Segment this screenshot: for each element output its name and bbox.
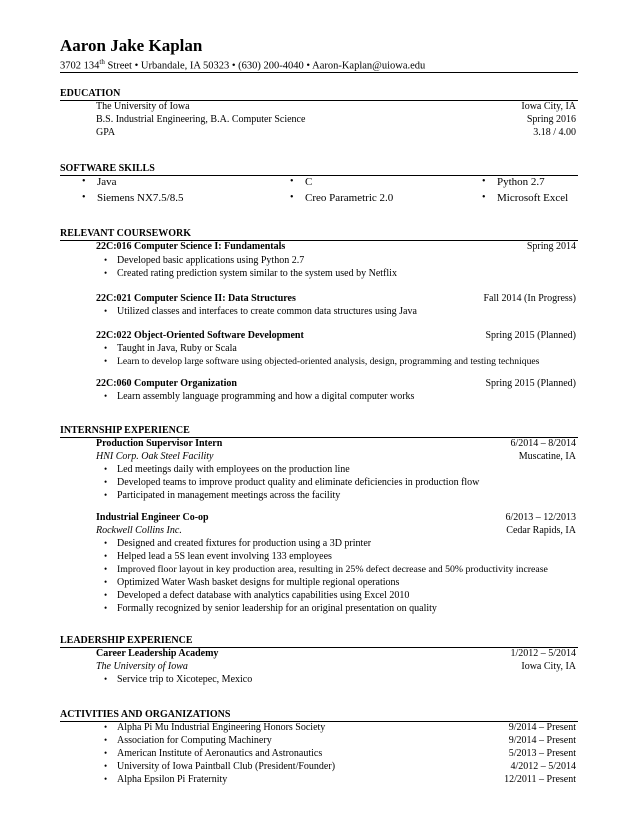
job-title: Production Supervisor Intern [96,438,223,449]
leadership-bullet: • Service trip to Xicotepec, Mexico [117,674,252,685]
course-date: Spring 2014 [526,241,576,252]
course-bullet: • Learn to develop large software using objected-oriented analysis, design, programming and testing techniques [117,356,539,367]
job-company: Rockwell Collins Inc. [96,525,182,536]
activity-date: 9/2014 – Present [508,722,576,733]
job-date: 6/2014 – 8/2014 [510,438,576,449]
education-heading: EDUCATION [60,88,121,99]
job-bullet: • Formally recognized by senior leadership for an original presentation on quality [117,603,437,614]
skill-item: • Siemens NX7.5/8.5 [97,192,183,204]
school-location: Iowa City, IA [521,101,576,112]
job-company: HNI Corp. Oak Steel Facility [96,451,214,462]
coursework-heading: RELEVANT COURSEWORK [60,228,192,239]
resume-name: Aaron Jake Kaplan [60,36,203,55]
address-suffix: th [99,58,105,66]
job-bullet: • Participated in management meetings across the facility [117,490,340,501]
header-divider [60,72,578,73]
skill-item: • Java [97,176,117,188]
course-title: 22C:021 Computer Science II: Data Structures [96,293,296,304]
activity-date: 9/2014 – Present [508,735,576,746]
leadership-location: Iowa City, IA [521,661,576,672]
job-bullet: • Designed and created fixtures for production using a 3D printer [117,538,371,549]
course-title: 22C:060 Computer Organization [96,378,237,389]
activities-heading: ACTIVITIES AND ORGANIZATIONS [60,709,231,720]
course-bullet: • Taught in Java, Ruby or Scala [117,343,237,354]
activity-date: 5/2013 – Present [508,748,576,759]
school-name: The University of Iowa [96,101,190,112]
gpa-label: GPA [96,127,116,138]
internship-heading: INTERNSHIP EXPERIENCE [60,425,190,436]
skill-item: • Microsoft Excel [497,192,568,204]
leadership-date: 1/2012 – 5/2014 [510,648,576,659]
course-date: Spring 2015 (Planned) [485,330,576,341]
contact-line [60,58,425,72]
gpa-value: 3.18 / 4.00 [533,127,576,138]
leadership-org: The University of Iowa [96,661,188,672]
activity-date: 12/2011 – Present [504,774,576,785]
job-date: 6/2013 – 12/2013 [505,512,576,523]
course-bullet: • Utilized classes and interfaces to create common data structures using Java [117,306,417,317]
course-bullet: • Developed basic applications using Python 2.7 [117,255,304,266]
activity-name: • American Institute of Aeronautics and Astronautics [117,748,322,759]
job-title: Industrial Engineer Co-op [96,512,209,523]
leadership-heading: LEADERSHIP EXPERIENCE [60,635,193,646]
skills-heading: SOFTWARE SKILLS [60,163,155,174]
address-number: 3702 134 [60,60,100,72]
job-bullet: • Improved floor layout in key production area, resulting in 25% defect decrease and 50% productivity increase [117,564,548,575]
job-location: Cedar Rapids, IA [506,525,576,536]
skill-item: • C [305,176,312,188]
address-rest: Street • Urbandale, IA 50323 • (630) 200-4040 • Aaron-Kaplan@uiowa.edu [104,60,426,72]
graduation-date: Spring 2016 [526,114,576,125]
job-bullet: • Optimized Water Wash basket designs for multiple regional operations [117,577,399,588]
job-bullet: • Developed a defect database with analytics capabilities using Excel 2010 [117,590,409,601]
job-bullet: • Developed teams to improve product quality and eliminate deficiencies in production flow [117,477,479,488]
activity-name: • Alpha Epsilon Pi Fraternity [117,774,227,785]
skill-item: • Creo Parametric 2.0 [305,192,393,204]
job-location: Muscatine, IA [518,451,576,462]
job-bullet: • Led meetings daily with employees on the production line [117,464,350,475]
activity-name: • Association for Computing Machinery [117,735,272,746]
degree: B.S. Industrial Engineering, B.A. Computer Science [96,114,306,125]
job-bullet: • Helped lead a 5S lean event involving 133 employees [117,551,332,562]
activity-name: • Alpha Pi Mu Industrial Engineering Honors Society [117,722,325,733]
activity-date: 4/2012 – 5/2014 [510,761,576,772]
course-date: Fall 2014 (In Progress) [483,293,576,304]
course-bullet: • Learn assembly language programming and how a digital computer works [117,391,414,402]
course-title: 22C:016 Computer Science I: Fundamentals [96,241,286,252]
course-date: Spring 2015 (Planned) [485,378,576,389]
course-bullet: • Created rating prediction system similar to the system used by Netflix [117,268,397,279]
activity-name: • University of Iowa Paintball Club (President/Founder) [117,761,335,772]
leadership-title: Career Leadership Academy [96,648,219,659]
skill-item: • Python 2.7 [497,176,545,188]
course-title: 22C:022 Object-Oriented Software Development [96,330,304,341]
